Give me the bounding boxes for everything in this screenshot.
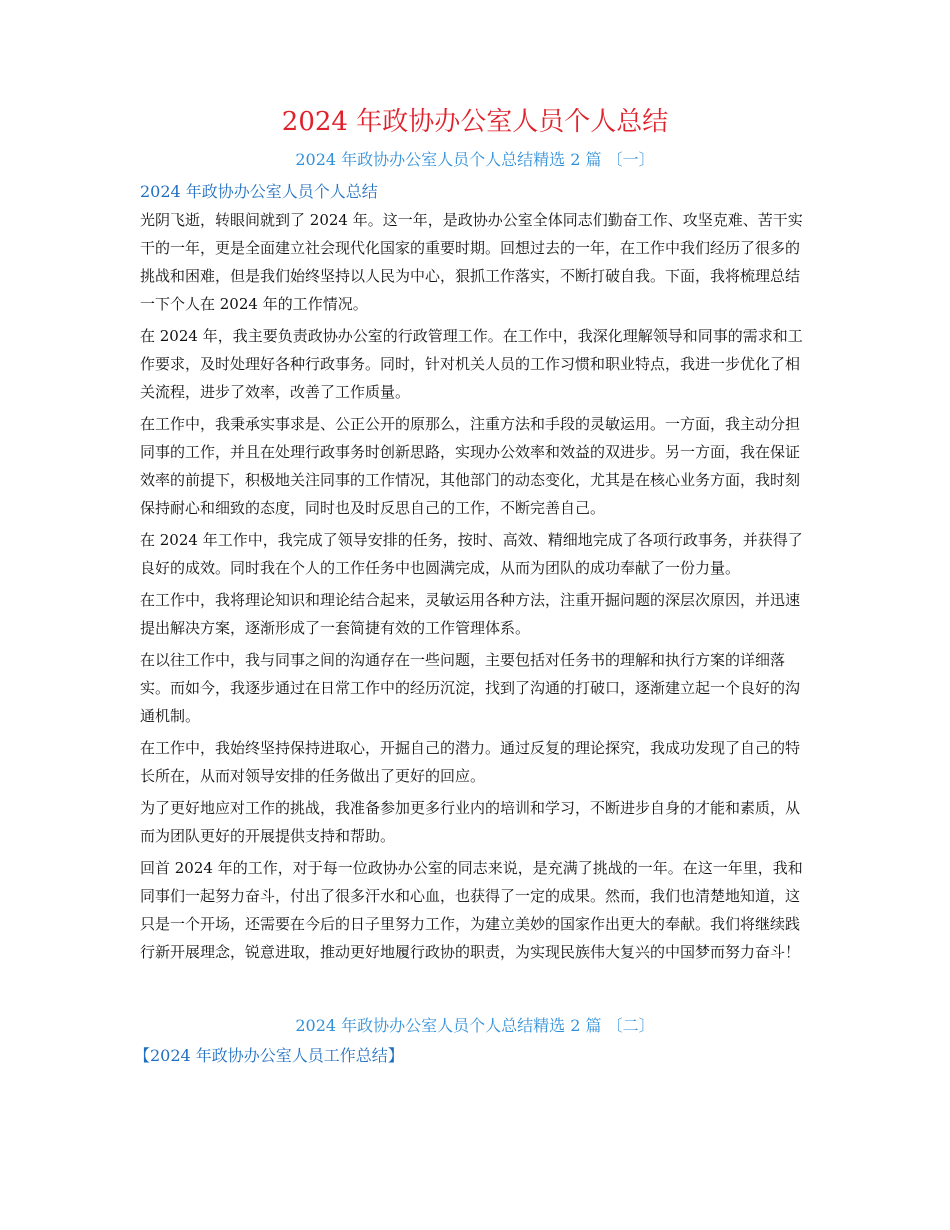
body-paragraph: 在 2024 年工作中，我完成了领导安排的任务，按时、高效、精细地完成了各项行政事务，并获得了良好的成效。同时我在个人的工作任务中也圆满完成，从而为团队的成功奉献了一份力量。	[140, 531, 803, 577]
body-paragraph: 回首 2024 年的工作，对于每一位政协办公室的同志来说，是充满了挑战的一年。在这一年里，我和同事们一起努力奋斗，付出了很多汗水和心血，也获得了一定的成果。然而，我们也清楚地知道，这只是一个开场，还需要在今后的日子里努力工作，为建立美妙的国家作出更大的奉献。我们将继续践行新开展理念，锐意进取，推动更好地履行政协的职责，为实现民族伟大复兴的中国梦而努力奋斗！	[140, 859, 803, 961]
body-paragraph: 在工作中，我秉承实事求是、公正公开的原那么，注重方法和手段的灵敏运用。一方面，我主动分担同事的工作，并且在处理行政事务时创新思路，实现办公效率和效益的双进步。另一方面，我在保证效率的前提下，积极地关注同事的工作情况，其他部门的动态变化，尤其是在核心业务方面，我时刻保持耐心和细致的态度，同时也及时反思自己的工作，不断完善自己。	[140, 415, 801, 517]
document-title: 2024 年政协办公室人员个人总结	[281, 107, 669, 137]
section-two-subheading: 【2024 年政协办公室人员工作总结】	[134, 1046, 404, 1065]
body-paragraph: 在工作中，我始终坚持保持进取心，开掘自己的潜力。通过反复的理论探究，我成功发现了自己的特长所在，从而对领导安排的任务做出了更好的回应。	[140, 739, 801, 785]
section-one-subheading: 2024 年政协办公室人员个人总结	[140, 182, 378, 201]
body-paragraph: 为了更好地应对工作的挑战，我准备参加更多行业内的培训和学习，不断进步自身的才能和素质，从而为团队更好的开展提供支持和帮助。	[140, 799, 801, 845]
body-paragraph: 在 2024 年，我主要负责政协办公室的行政管理工作。在工作中，我深化理解领导和同事的需求和工作要求，及时处理好各种行政事务。同时，针对机关人员的工作习惯和职业特点，我进一步优化了相关流程，进步了效率，改善了工作质量。	[140, 327, 803, 401]
body-paragraph: 在工作中，我将理论知识和理论结合起来，灵敏运用各种方法，注重开掘问题的深层次原因，并迅速提出解决方案，逐渐形成了一套简捷有效的工作管理体系。	[140, 591, 801, 637]
section-two-heading: 2024 年政协办公室人员个人总结精选 2 篇 〔二〕	[295, 1016, 655, 1035]
body-paragraph: 在以往工作中，我与同事之间的沟通存在一些问题，主要包括对任务书的理解和执行方案的详细落实。而如今，我逐步通过在日常工作中的经历沉淀，找到了沟通的打破口，逐渐建立起一个良好的沟通机制。	[140, 651, 801, 725]
section-one-heading: 2024 年政协办公室人员个人总结精选 2 篇 〔一〕	[295, 150, 655, 169]
document-body	[140, 206, 812, 970]
body-paragraph: 光阴飞逝，转眼间就到了 2024 年。这一年，是政协办公室全体同志们勤奋工作、攻坚克难、苦干实干的一年，更是全面建立社会现代化国家的重要时期。回想过去的一年，在工作中我们经历了很多的挑战和困难，但是我们始终坚持以人民为中心，狠抓工作落实，不断打破自我。下面，我将梳理总结一下个人在 2024 年的工作情况。	[140, 211, 803, 313]
